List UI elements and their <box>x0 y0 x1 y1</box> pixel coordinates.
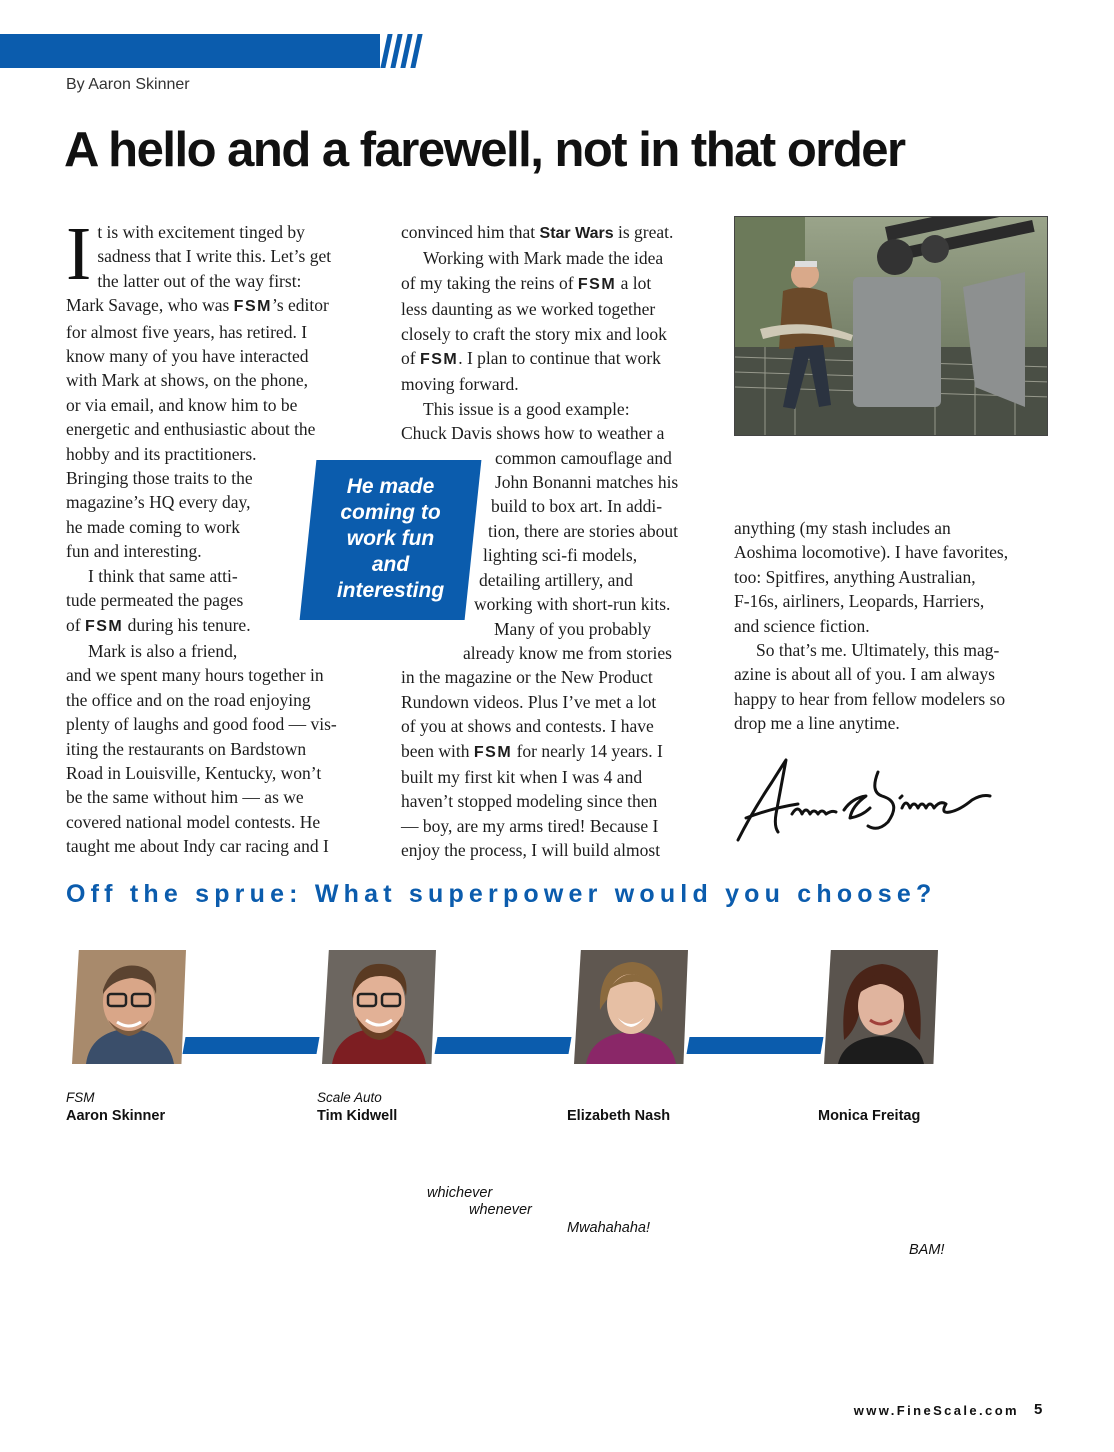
text-line: tude permeated the pages <box>66 590 244 611</box>
staff-name: Tim Kidwell <box>317 1108 398 1124</box>
text-line: build to box art. In addi- <box>491 496 663 517</box>
text-line: haven’t stopped modeling since then <box>401 791 658 812</box>
text-line: energetic and enthusiastic about the <box>66 419 316 440</box>
text-line: anything (my stash includes an <box>734 518 951 538</box>
text-line: and we spent many hours together in <box>66 665 324 686</box>
portrait-connector <box>687 1037 824 1054</box>
byline: By Aaron Skinner <box>66 76 190 93</box>
text-line: be the same without him — as we <box>66 787 304 808</box>
fsm-logo-text: FSM <box>419 351 459 369</box>
staff-portrait-elizabeth <box>574 950 688 1064</box>
text-line: So that’s me. Ultimately, this mag- <box>756 640 1000 661</box>
text-line: Mark is also a friend, <box>88 640 238 661</box>
text-line: already know me from stories <box>463 642 672 663</box>
text-line: drop me a line anytime. <box>734 713 900 734</box>
text-line: magazine’s HQ every day, <box>66 492 251 513</box>
staff-publication: FSM <box>66 1090 95 1105</box>
staff-portrait-monica <box>824 950 938 1064</box>
text-line: the latter out of the way first: <box>97 270 302 291</box>
text-line: t is with excitement tinged by <box>97 222 305 242</box>
text-line: lighting sci-fi models, <box>483 545 638 566</box>
text-line: of FSM during his tenure. <box>66 614 251 635</box>
section-label: EDITOR’S PAGE <box>66 2 354 32</box>
signature <box>732 752 1022 848</box>
text-line: tion, there are stories about <box>488 520 679 541</box>
fsm-logo-text: FSM <box>577 275 617 293</box>
headline: A hello and a farewell, not in that order <box>64 123 905 177</box>
sidebar-heading: Off the sprue: What superpower would you choose? <box>66 880 937 908</box>
text-line: moving forward. <box>401 374 519 395</box>
answer-fragment: whenever <box>469 1202 532 1218</box>
portrait-connector <box>435 1037 572 1054</box>
text-line: enjoy the process, I will build almost <box>401 840 661 861</box>
star-wars-text: Star Wars <box>539 225 614 242</box>
text-line: F-16s, airliners, Leopards, Harriers, <box>734 591 985 612</box>
text-line: covered national model contests. He <box>66 811 321 832</box>
text-line: know many of you have interacted <box>66 346 309 367</box>
text-line: and science fiction. <box>734 615 870 636</box>
text-line: Road in Louisville, Kentucky, won’t <box>66 762 322 783</box>
text-line: happy to hear from fellow modelers so <box>734 688 1006 709</box>
text-line: too: Spitfires, anything Australian, <box>734 566 976 587</box>
text-line: This issue is a good example: <box>423 398 630 419</box>
text-line: Many of you probably <box>494 618 651 639</box>
text-line: — boy, are my arms tired! Because I <box>401 815 659 836</box>
text-line: Bringing those traits to the <box>66 468 253 489</box>
fsm-logo-text: FSM <box>473 743 513 761</box>
text-line: or via email, and know him to be <box>66 394 298 415</box>
portrait-connector <box>183 1037 320 1054</box>
text-line: working with short-run kits. <box>474 594 671 615</box>
section-banner <box>0 34 380 68</box>
text-line: for almost five years, has retired. I <box>66 321 308 342</box>
text-line: detailing artillery, and <box>479 569 633 590</box>
text-line: azine is about all of you. I am always <box>734 664 995 685</box>
text-line: sadness that I write this. Let’s get <box>97 246 332 267</box>
text-line: I think that same atti- <box>88 565 238 586</box>
text-line: Rundown videos. Plus I’ve met a lot <box>401 691 657 712</box>
text-line: iting the restaurants on Bardstown <box>66 738 307 759</box>
text-line: built my first kit when I was 4 and <box>401 766 643 787</box>
staff-portrait-aaron <box>72 950 186 1064</box>
staff-portrait-tim <box>322 950 436 1064</box>
text-line: closely to craft the story mix and look <box>401 323 667 344</box>
text-line: taught me about Indy car racing and I <box>66 836 329 857</box>
text-line: Mark Savage, who was FSM’s editor <box>66 295 329 316</box>
text-line: he made coming to work <box>66 516 240 537</box>
answer-fragment: whichever <box>427 1185 493 1201</box>
banner-stripes <box>380 34 424 68</box>
text-line: of my taking the reins of FSM a lot <box>401 272 652 293</box>
text-line: with Mark at shows, on the phone, <box>66 370 309 391</box>
text-line: of you at shows and contests. I have <box>401 716 654 737</box>
staff-name: Monica Freitag <box>818 1108 921 1124</box>
staff-name: Elizabeth Nash <box>567 1108 671 1124</box>
text-line: convinced him that Star Wars is great. <box>401 222 674 242</box>
answer-fragment: BAM! <box>909 1242 945 1258</box>
dropcap: I <box>66 212 92 296</box>
text-line: Aoshima locomotive). I have favorites, <box>734 542 1009 563</box>
text-line: plenty of laughs and good food — vis- <box>66 714 337 735</box>
answer-fragment: Mwahahaha! <box>567 1220 651 1236</box>
text-line: less daunting as we worked together <box>401 299 656 320</box>
text-line: hobby and its practitioners. <box>66 443 257 464</box>
text-line: fun and interesting. <box>66 541 202 562</box>
staff-publication: Scale Auto <box>317 1090 382 1105</box>
staff-name: Aaron Skinner <box>66 1108 166 1124</box>
article-column-3 <box>734 516 1054 736</box>
text-line: common camouflage and <box>495 447 672 468</box>
footer-url[interactable]: www.FineScale.com <box>853 1403 1019 1418</box>
text-line: Chuck Davis shows how to weather a <box>401 423 665 444</box>
text-line: of FSM. I plan to continue that work <box>401 348 661 369</box>
editor-photo <box>734 216 1048 436</box>
text-line: in the magazine or the New Product <box>401 667 653 688</box>
fsm-logo-text: FSM <box>84 617 124 635</box>
text-line: John Bonanni matches his <box>495 472 679 493</box>
text-line: the office and on the road enjoying <box>66 689 311 710</box>
pull-quote: He made coming to work fun and interesting <box>336 475 445 602</box>
fsm-logo-text: FSM <box>233 298 272 316</box>
text-line: Working with Mark made the idea <box>423 248 664 269</box>
text-line: been with FSM for nearly 14 years. I <box>401 740 663 761</box>
page-number: 5 <box>1034 1401 1043 1418</box>
